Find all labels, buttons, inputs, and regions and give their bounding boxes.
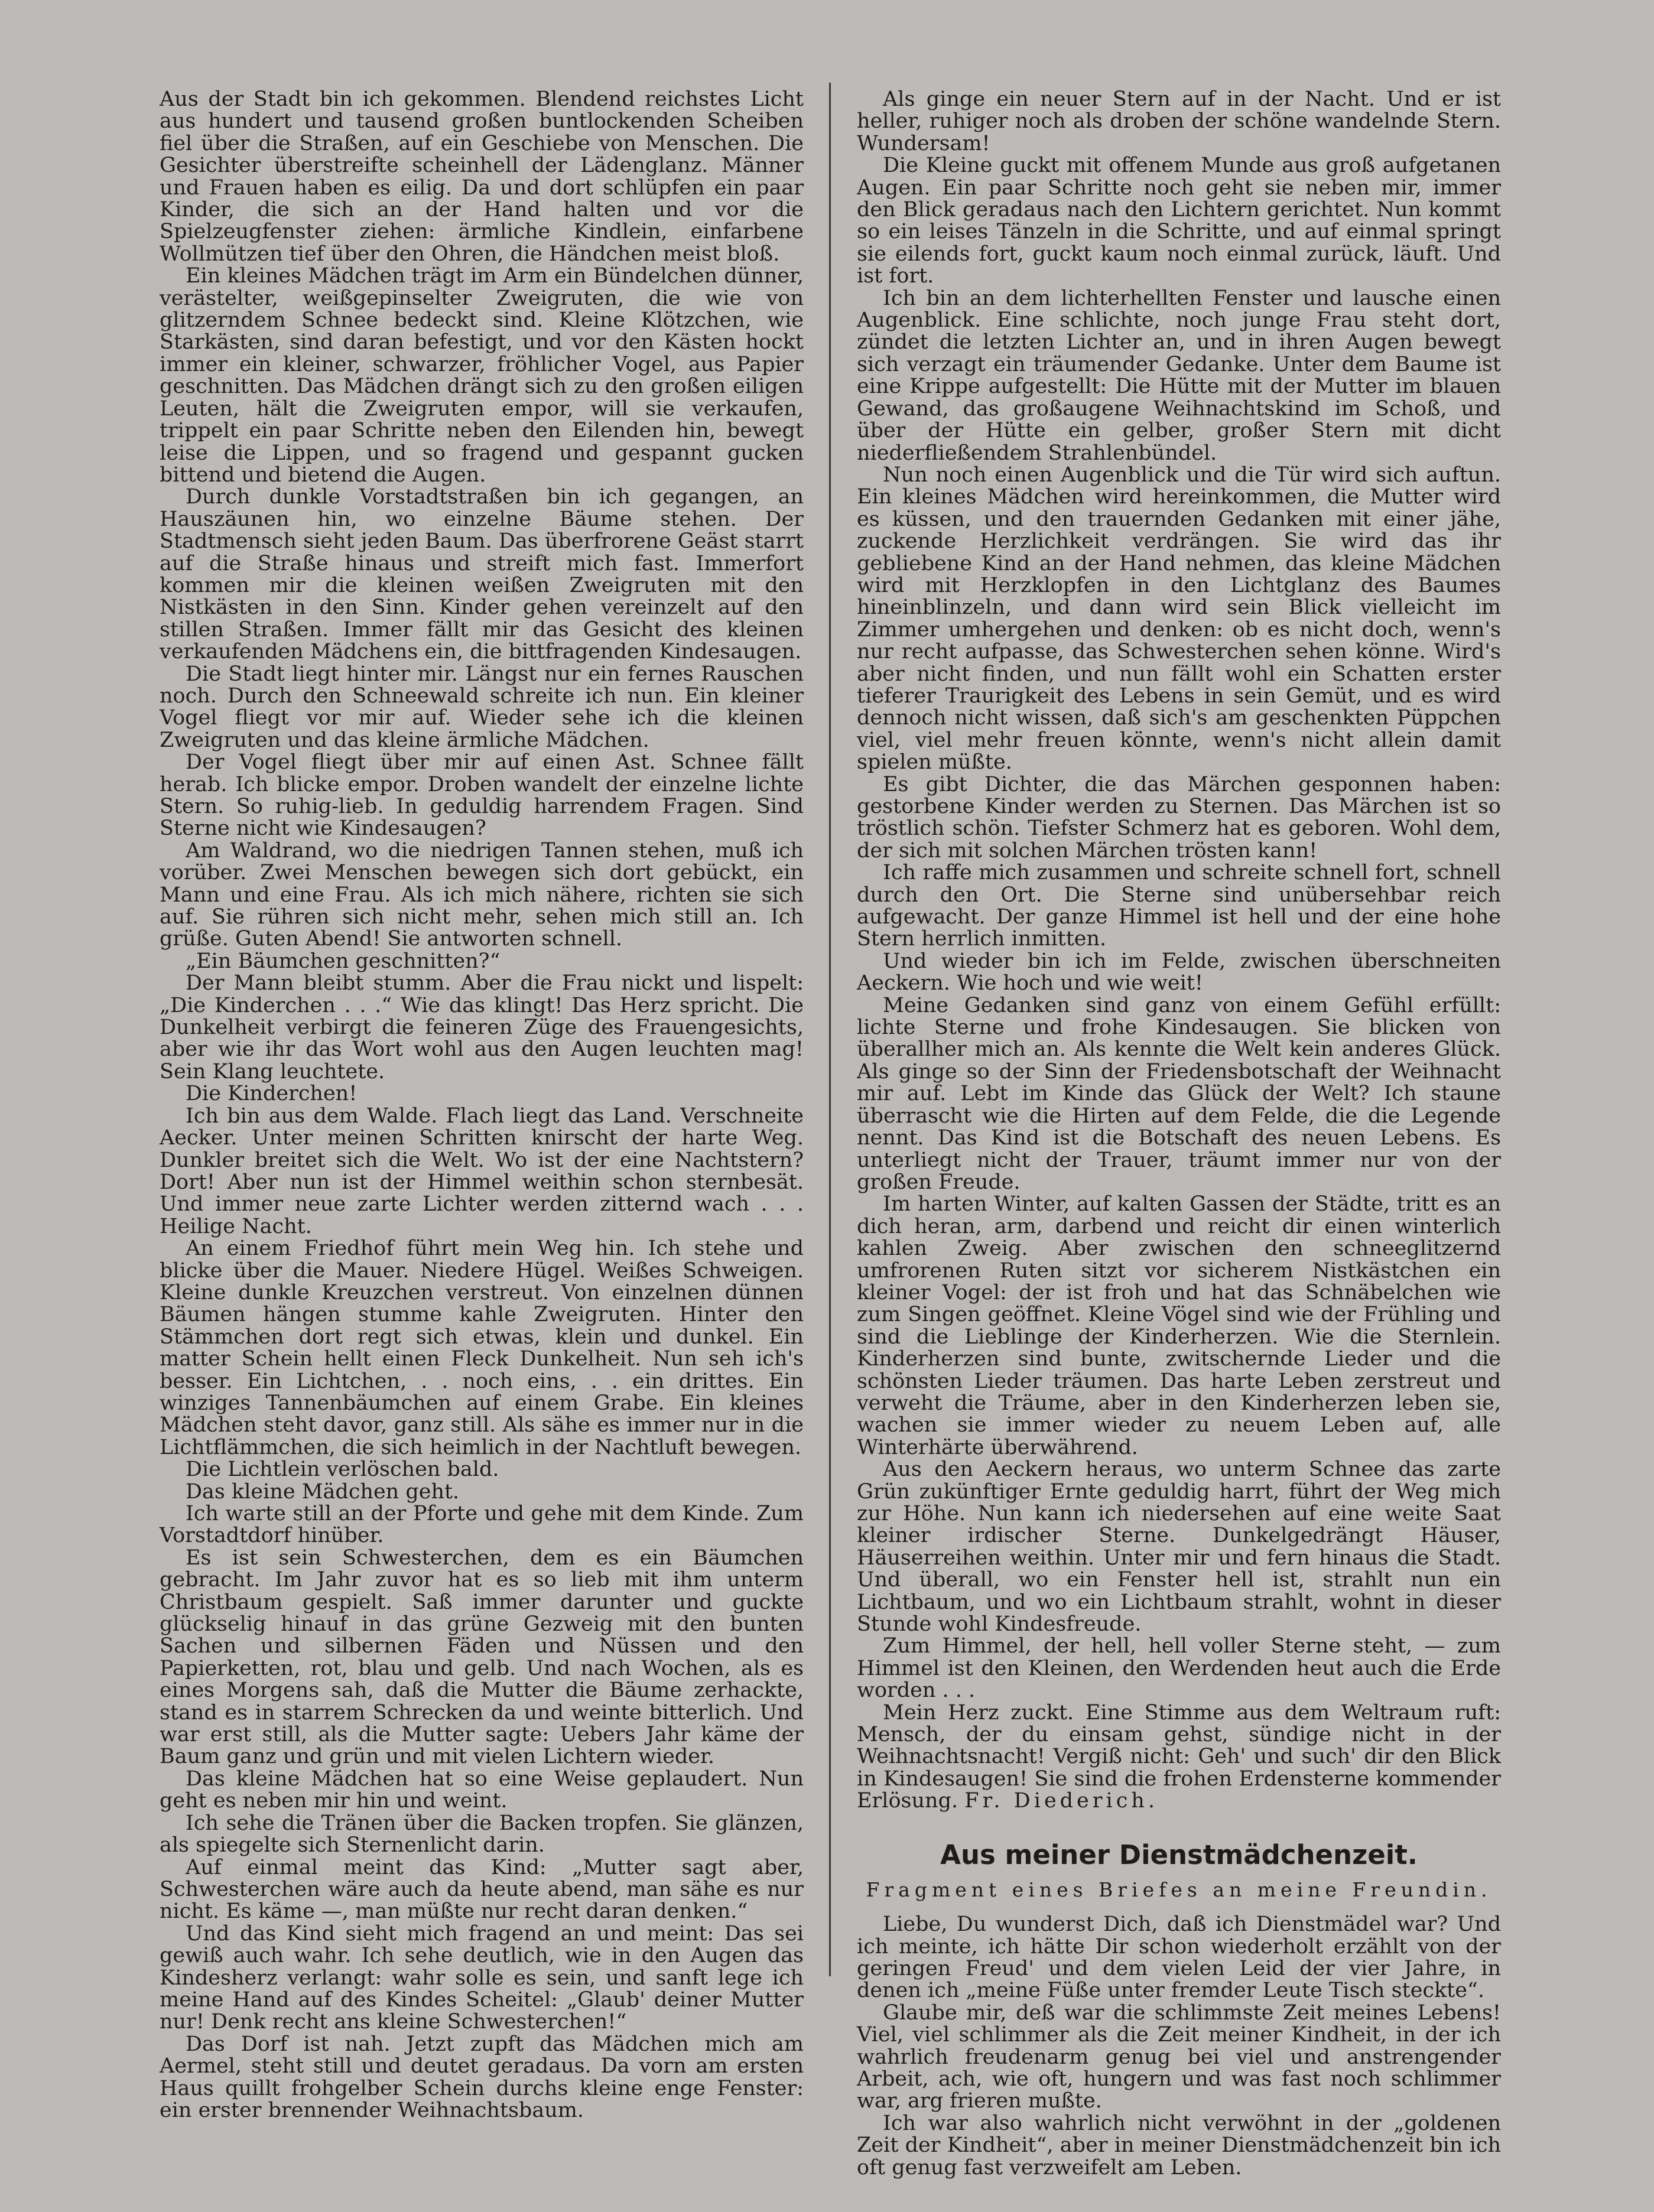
paragraph: Zum Himmel, der hell, hell voller Sterne steht, — zum Himmel ist den Kleinen, den Werdenden heut auch die Erde worden . . . [857, 1634, 1501, 1703]
paragraph: Ich bin an dem lichterhellten Fenster und lausche einen Augenblick. Eine schlichte, noch junge Frau steht dort, zündet die letzten Lichter an, und in ihren Augen bewegt sich verzagt ein träumender Gedanke. Unter dem Baume ist eine Krippe aufgestellt: Die Hütte mit der Mutter im blauen Gewand, das großaugene Weihnachtskind im Schoß, und über der Hütte ein gelber, großer Stern mit dicht niederfließendem Strahlenbündel. [857, 286, 1501, 465]
paragraph: Aus der Stadt bin ich gekommen. Blendend reichstes Licht aus hundert und tausend großen buntlockenden Scheiben fiel über die Straßen, auf ein Geschiebe von Menschen. Die Gesichter überstreifte scheinhell der Lädenglanz. Männer und Frauen haben es eilig. Da und dort schlüpfen ein paar Kinder, die sich an der Hand halten und vor die Spielzeugfenster ziehen: ärmliche Kindlein, einfarbene Wollmützen tief über den Ohren, die Händchen meist bloß. [160, 87, 804, 266]
paragraph: Liebe, Du wunderst Dich, daß ich Dienstmädel war? Und ich meinte, ich hätte Dir schon wiederholt erzählt von der geringen Freud' und dem vielen Leid der vier Jahre, in denen ich „meine Füße unter fremder Leute Tisch steckte“. [857, 1912, 1501, 2003]
article-heading: Aus meiner Dienstmädchenzeit. [940, 1839, 1418, 1871]
paragraph: Die Stadt liegt hinter mir. Längst nur ein fernes Rauschen noch. Durch den Schneewald schreite ich nun. Ein kleiner Vogel fliegt vor mir auf. Wieder sehe ich die kleinen Zweigruten und das kleine ärmliche Mädchen. [160, 662, 804, 752]
paragraph: Ich war also wahrlich nicht verwöhnt in der „goldenen Zeit der Kindheit“, aber in meiner Dienstmädchenzeit bin ich oft genug fast verzweifelt am Leben. [857, 2111, 1501, 2180]
paragraph: Ein kleines Mädchen trägt im Arm ein Bündelchen dünner, verästelter, weißgepinselter Zweigruten, die wie von glitzerndem Schnee bedeckt sind. Kleine Klötzchen, wie Starkästen, sind daran befestigt, und vor den Kästen hockt immer ein kleiner, schwarzer, fröhlicher Vogel, aus Papier geschnitten. Das Mädchen drängt sich zu den großen eiligen Leuten, hält die Zweigruten empor, will sie verkaufen, trippelt ein paar Schritte neben den Eilenden hin, bewegt leise die Lippen, und so fragend und gespannt gucken bittend und bietend die Augen. [160, 264, 804, 487]
paragraph: Ich bin aus dem Walde. Flach liegt das Land. Verschneite Aecker. Unter meinen Schritten knirscht der harte Weg. Dunkler breitet sich die Welt. Wo ist der eine Nachtstern? Dort! Aber nun ist der Himmel weithin schon sternbesät. Und immer neue zarte Lichter werden zitternd wach . . . Heilige Nacht. [160, 1104, 804, 1238]
paragraph: Die Kinderchen! [186, 1082, 358, 1106]
paragraph: Als ginge ein neuer Stern auf in der Nacht. Und er ist heller, ruhiger noch als droben der schöne wandelnde Stern. Wundersam! [857, 87, 1501, 155]
paragraph: Das kleine Mädchen geht. [186, 1479, 460, 1504]
paragraph: Die Kleine guckt mit offenem Munde aus groß aufgetanen Augen. Ein paar Schritte noch geht sie neben mir, immer den Blick geradaus nach den Lichtern gerichtet. Nun kommt so ein leises Tänzeln in die Schritte, und auf einmal springt sie eilends fort, guckt kaum noch einmal zurück, läuft. Und ist fort. [857, 154, 1501, 288]
paragraph: „Ein Bäumchen geschnitten?“ [186, 949, 501, 973]
closing-paragraph [857, 1702, 1501, 1813]
paragraph: Glaube mir, deß war die schlimmste Zeit meines Lebens! Viel, viel schlimmer als die Zeit meiner Kindheit, in der ich wahrlich freudenarm genug bei viel und anstrengender Arbeit, ach, wie oft, hungern und was fast noch schlimmer war, arg frieren mußte. [857, 2000, 1501, 2113]
paragraph: Ich raffe mich zusammen und schreite schnell fort, schnell durch den Ort. Die Sterne sind unübersehbar reich aufgewacht. Der ganze Himmel ist hell und der eine hohe Stern herrlich inmitten. [857, 861, 1501, 951]
right-column [857, 89, 1501, 2179]
paragraph: Nun noch einen Augenblick und die Tür wird sich auftun. Ein kleines Mädchen wird hereinkommen, die Mutter wird es küssen, und den trauernden Gedanken mit einer jähe, zuckende Herzlichkeit verdrängen. Sie wird das ihr gebliebene Kind an der Hand nehmen, das kleine Mädchen wird mit Herzklopfen in den Lichtglanz des Baumes hineinblinzeln, und dann wird sein Blick vielleicht im Zimmer umhergehen und denken: ob es nicht doch, wenn's nur recht aufpasse, das Schwesterchen sehen könne. Wird's aber nicht finden, und nun fällt wohl ein Schatten erster tieferer Traurigkeit des Lebens in sein Gemüt, und es wird dennoch nicht wissen, daß sich's am geschenkten Püppchen viel, viel mehr freuen könnte, wenn's nicht allein damit spielen müßte. [857, 463, 1501, 775]
paragraph: Die Lichtlein verlöschen bald. [186, 1458, 499, 1482]
paragraph: Der Vogel fliegt über mir auf einen Ast. Schnee fällt herab. Ich blicke empor. Droben wandelt der einzelne lichte Stern. So ruhig-lieb. In geduldig harrendem Fragen. Sind Sterne nicht wie Kindesaugen? [160, 750, 804, 841]
article-subtitle: Fragment eines Briefes an meine Freundin. [866, 1878, 1492, 1901]
paragraph: Und das Kind sieht mich fragend an und meint: Das sei gewiß auch wahr. Ich sehe deutlich, wie in den Augen das Kindesherz verlangt: wahr solle es sein, und sanft lege ich meine Hand auf des Kindes Scheitel: „Glaub' deiner Mutter nur! Denk recht ans kleine Schwesterchen!“ [160, 1921, 804, 2034]
paragraph: Durch dunkle Vorstadtstraßen bin ich gegangen, an Hauszäunen hin, wo einzelne Bäume stehen. Der Stadtmensch sieht jeden Baum. Das überfrorene Geäst starrt auf die Straße hinaus und streift mich fast. Immerfort kommen mir die kleinen weißen Zweigruten mit den Nistkästen in den Sinn. Kinder gehen vereinzelt auf den stillen Straßen. Immer fällt mir das Gesicht des kleinen verkaufenden Mädchens ein, die bittfragenden Kindesaugen. [160, 485, 804, 664]
paragraph: Es ist sein Schwesterchen, dem es ein Bäumchen gebracht. Im Jahr zuvor hat es so lieb mit ihm unterm Christbaum gespielt. Saß immer darunter und guckte glückselig hinauf in das grüne Gezweig mit den bunten Sachen und silbernen Fäden und Nüssen und den Papierketten, rot, blau und gelb. Und nach Wochen, als es eines Morgens sah, daß die Mutter die Bäume zerhackte, stand es in starrem Schrecken da und weinte bitterlich. Und war erst still, als die Mutter sagte: Uebers Jahr käme der Baum ganz und grün und mit vielen Lichtern wieder. [160, 1546, 804, 1769]
left-column [160, 89, 804, 2122]
paragraph: Aus den Aeckern heraus, wo unterm Schnee das zarte Grün zukünftiger Ernte geduldig harrt, führt der Weg mich zur Höhe. Nun kann ich niedersehen auf eine weite Saat kleiner irdischer Sterne. Dunkelgedrängt Häuser, Häuserreihen weithin. Unter mir und fern hinaus die Stadt. Und überall, wo ein Fenster hell ist, strahlt nun ein Lichtbaum, und wo ein Lichtbaum strahlt, wohnt in dieser Stunde wohl Kindesfreude. [857, 1458, 1501, 1637]
paragraph: Auf einmal meint das Kind: „Mutter sagt aber, Schwesterchen wäre auch da heute abend, man sähe es nur nicht. Es käme —, man müßte nur recht daran denken.“ [160, 1855, 804, 1924]
paragraph: Meine Gedanken sind ganz von einem Gefühl erfüllt: lichte Sterne und frohe Kindesaugen. Sie blicken von überallher mich an. Als kennte die Welt kein anderes Glück. Als ginge so der Sinn der Friedensbotschaft der Weihnacht mir auf. Lebt im Kinde das Glück der Welt? Ich staune überrascht wie die Hirten auf dem Felde, die die Legende nennt. Das Kind ist die Botschaft des neuen Lebens. Es unterliegt nicht der Trauer, träumt immer nur von der großen Freude. [857, 993, 1501, 1194]
paragraph: Und wieder bin ich im Felde, zwischen überschneiten Aeckern. Wie hoch und wie weit! [857, 949, 1501, 996]
paragraph: An einem Friedhof führt mein Weg hin. Ich stehe und blicke über die Mauer. Niedere Hügel. Weißes Schweigen. Kleine dunkle Kreuzchen verstreut. Von einzelnen dünnen Bäumen hängen stumme kahle Zweigruten. Hinter den Stämmchen dort regt sich etwas, klein und dunkel. Ein matter Schein hellt einen Fleck Dunkelheit. Nun seh ich's besser. Ein Lichtchen, . . noch eins, . . ein drittes. Ein winziges Tannenbäumchen auf einem Grabe. Ein kleines Mädchen steht davor, ganz still. Als sähe es immer nur in die Lichtflämmchen, die sich heimlich in der Nachtluft bewegen. [160, 1237, 804, 1459]
paragraph: Ich sehe die Tränen über die Backen tropfen. Sie glänzen, als spiegelte sich Sternenlicht darin. [160, 1811, 804, 1858]
paragraph: Das Dorf ist nah. Jetzt zupft das Mädchen mich am Aermel, steht still und deutet geradaus. Da vorn am ersten Haus quillt frohgelber Schein durchs kleine enge Fenster: ein erster brennender Weihnachtsbaum. [160, 2032, 804, 2122]
paragraph: Ich warte still an der Pforte und gehe mit dem Kinde. Zum Vorstadtdorf hinüber. [160, 1502, 804, 1548]
paragraph: Das kleine Mädchen hat so eine Weise geplaudert. Nun geht es neben mir hin und weint. [160, 1767, 804, 1813]
author-signature: Fr. Diederich. [964, 1789, 1158, 1813]
column-divider [829, 83, 831, 1976]
paragraph: Der Mann bleibt stumm. Aber die Frau nickt und lispelt: „Die Kinderchen . . .“ Wie das klingt! Das Herz spricht. Die Dunkelheit verbirgt die feineren Züge des Frauengesichts, aber wie ihr das Wort wohl aus den Augen leuchten mag! Sein Klang leuchtete. [160, 971, 804, 1084]
paragraph: Am Waldrand, wo die niedrigen Tannen stehen, muß ich vorüber. Zwei Menschen bewegen sich dort gebückt, ein Mann und eine Frau. Als ich mich nähere, richten sie sich auf. Sie rühren sich nicht mehr, sehen mich still an. Ich grüße. Guten Abend! Sie antworten schnell. [160, 838, 804, 951]
paragraph: Im harten Winter, auf kalten Gassen der Städte, tritt es an dich heran, arm, darbend und reicht dir einen winterlich kahlen Zweig. Aber zwischen den schneeglitzernd umfrorenen Ruten sitzt vor sicherem Nistkästchen ein kleiner Vogel: der ist froh und hat das Schnäbelchen wie zum Singen geöffnet. Kleine Vögel sind wie der Frühling und sind die Lieblinge der Kinderherzen. Wie die Sternlein. Kinderherzen sind bunte, zwitschernde Lieder und die schönsten Lieder träumen. Das harte Leben zerstreut und verweht die Träume, aber in den Kinderherzen leben sie, wachen sie immer wieder zu neuem Leben auf, alle Winterhärte überwährend. [857, 1192, 1501, 1459]
paragraph: Es gibt Dichter, die das Märchen gesponnen haben: gestorbene Kinder werden zu Sternen. Das Märchen ist so tröstlich schön. Tiefster Schmerz hat es geboren. Wohl dem, der sich mit solchen Märchen trösten kann! [857, 772, 1501, 863]
paragraph-text: Mein Herz zuckt. Eine Stimme aus dem Weltraum ruft: Mensch, der du einsam gehst, sündige nicht in der Weihnachtsnacht! Vergiß nicht: Geh' und such' dir den Blick in Kindesaugen! Sie sind die frohen Erdensterne kommender Erlösung. [857, 1700, 1501, 1813]
